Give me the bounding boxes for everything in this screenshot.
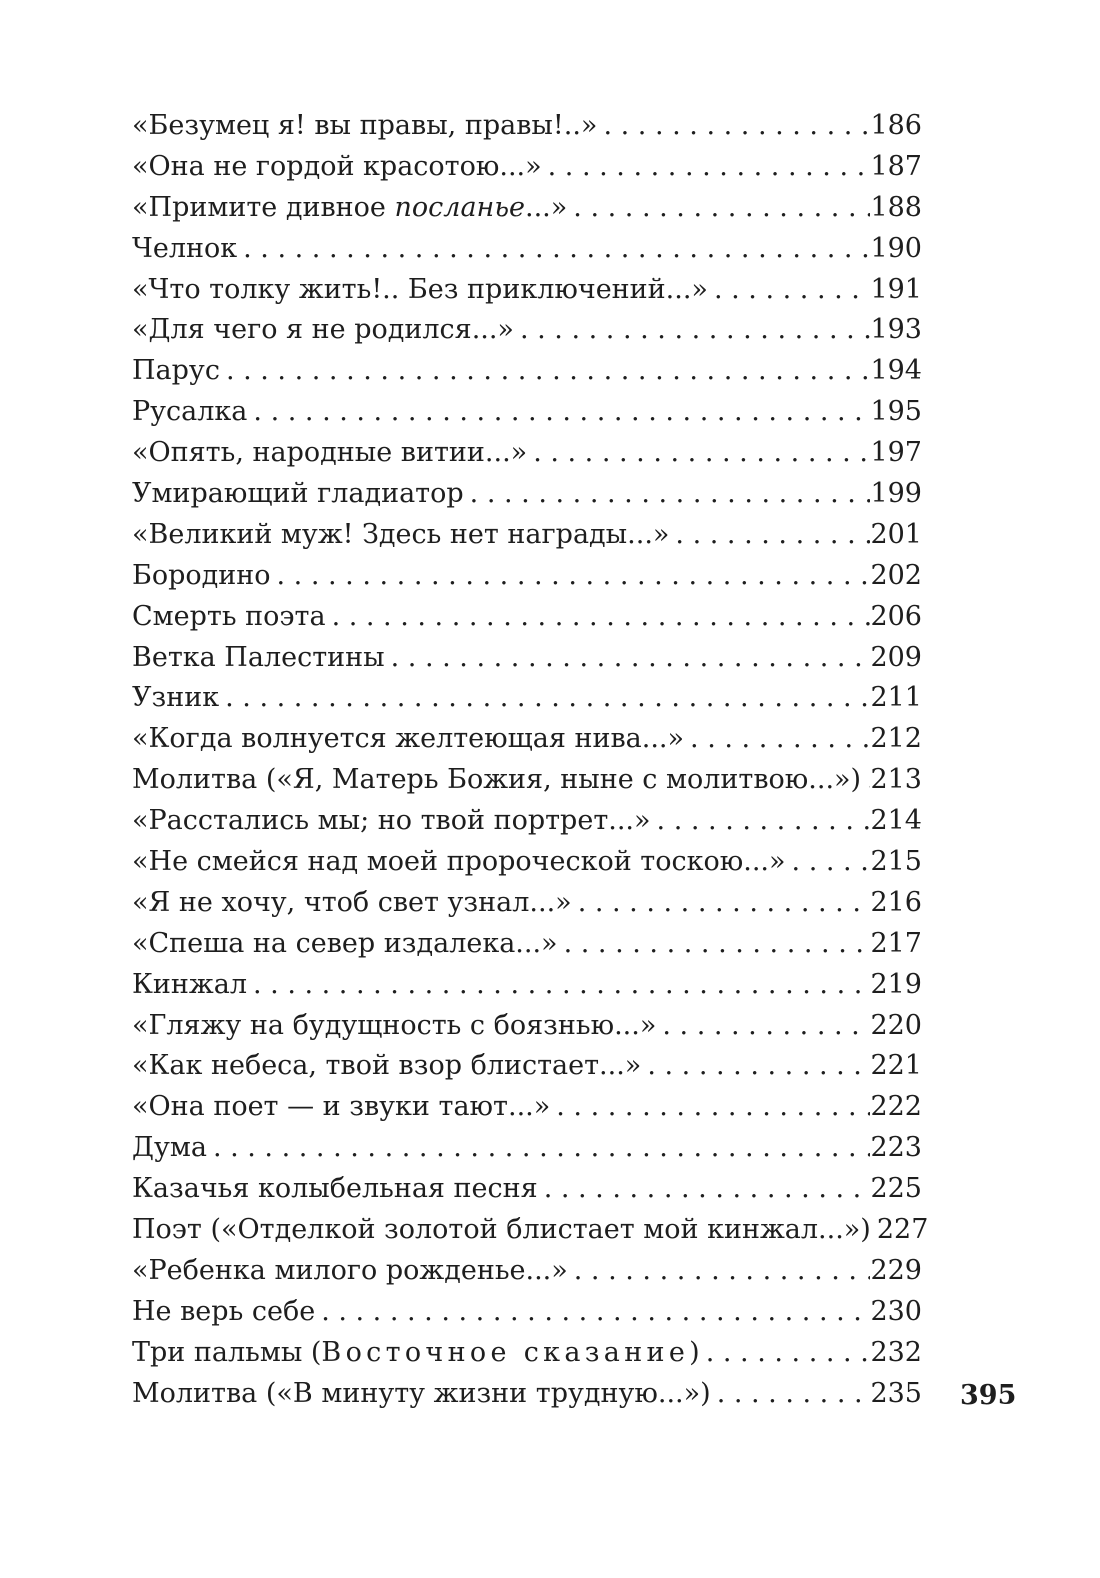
toc-entry xyxy=(132,842,922,883)
toc-entry xyxy=(132,1046,922,1087)
dot-leader xyxy=(321,1292,870,1333)
toc-entry xyxy=(132,556,922,597)
toc-entry xyxy=(132,1333,922,1374)
dot-leader xyxy=(662,1006,870,1047)
toc-entry xyxy=(132,351,922,392)
dot-leader xyxy=(574,1251,871,1292)
toc-entry xyxy=(132,310,922,351)
dot-leader xyxy=(714,270,871,311)
entry-title: Смерть поэта xyxy=(132,600,326,632)
entry-page-number: 235 xyxy=(870,1377,922,1409)
entry-page-number: 214 xyxy=(870,805,922,837)
dot-leader xyxy=(253,392,870,433)
toc-entry xyxy=(132,106,922,147)
dot-leader xyxy=(533,433,870,474)
entry-title: Челнок xyxy=(132,232,238,264)
entry-title: «Ребенка милого рожденье...» xyxy=(132,1254,568,1286)
entry-page-number: 213 xyxy=(870,764,922,796)
entry-title: «Гляжу на будущность с боязнью...» xyxy=(132,1009,657,1041)
entry-title-italic: посланье xyxy=(394,191,526,223)
entry-title: «Не смейся над моей пророческой тоскою...» xyxy=(132,846,786,878)
entry-page-number: 223 xyxy=(870,1132,922,1164)
entry-title: Узник xyxy=(132,682,220,714)
entry-title: Парус xyxy=(132,355,220,387)
entry-title xyxy=(132,188,573,229)
toc-entry xyxy=(132,883,922,924)
entry-title: Ветка Палестины xyxy=(132,641,385,673)
dot-leader xyxy=(792,842,871,883)
dot-leader xyxy=(225,678,870,719)
entry-title: «Великий муж! Здесь нет награды...» xyxy=(132,518,670,550)
toc-entry xyxy=(132,597,922,638)
toc-entry xyxy=(132,1210,929,1251)
entry-page-number: 230 xyxy=(870,1295,922,1327)
entry-title: Поэт («Отделкой золотой блистает мой кинжал...») xyxy=(132,1214,871,1246)
entry-title-part: «Примите дивное xyxy=(132,191,395,223)
entry-title: «Расстались мы; но твой портрет...» xyxy=(132,805,651,837)
dot-leader xyxy=(690,719,870,760)
entry-page-number: 219 xyxy=(870,968,922,1000)
dot-leader xyxy=(520,310,870,351)
toc-entry xyxy=(132,719,922,760)
dot-leader xyxy=(332,597,871,638)
toc-entry xyxy=(132,1292,922,1333)
entry-page-number: 197 xyxy=(870,437,922,469)
entry-page-number: 188 xyxy=(870,191,922,223)
entry-page-number: 211 xyxy=(870,682,922,714)
dot-leader xyxy=(603,106,870,147)
entry-title: «Она не гордой красотою...» xyxy=(132,150,542,182)
entry-title: Кинжал xyxy=(132,968,247,1000)
entry-page-number: 206 xyxy=(870,600,922,632)
entry-title-spaced: Восточное сказание xyxy=(321,1336,690,1368)
entry-page-number: 201 xyxy=(870,518,922,550)
dot-leader xyxy=(717,1374,871,1415)
entry-page-number: 199 xyxy=(870,478,922,510)
dot-leader xyxy=(647,1046,870,1087)
entry-title: Умирающий гладиатор xyxy=(132,478,464,510)
entry-title: Русалка xyxy=(132,396,248,428)
entry-page-number: 209 xyxy=(870,641,922,673)
entry-page-number: 225 xyxy=(870,1173,922,1205)
dot-leader xyxy=(213,1128,871,1169)
entry-page-number: 220 xyxy=(870,1009,922,1041)
entry-title: «Я не хочу, чтоб свет узнал...» xyxy=(132,886,572,918)
dot-leader xyxy=(548,147,871,188)
entry-title: Молитва («Я, Матерь Божия, ныне с молитвою...») xyxy=(132,764,862,796)
entry-title-part: ...» xyxy=(525,191,568,223)
toc-entry xyxy=(132,638,922,679)
entry-page-number: 217 xyxy=(870,927,922,959)
entry-page-number: 202 xyxy=(870,559,922,591)
entry-page-number: 227 xyxy=(876,1214,929,1246)
entry-title-part: Три пальмы ( xyxy=(132,1336,322,1368)
entry-title: «Спеша на север издалека...» xyxy=(132,927,558,959)
entry-title: «Безумец я! вы правы, правы!..» xyxy=(132,110,598,141)
dot-leader xyxy=(243,229,870,270)
toc-entry xyxy=(132,965,922,1006)
entry-title: «Что толку жить!.. Без приключений...» xyxy=(132,273,708,305)
dot-leader xyxy=(706,1333,871,1374)
entry-page-number: 216 xyxy=(870,886,922,918)
entry-page-number: 187 xyxy=(870,150,922,182)
toc-entry xyxy=(132,1087,922,1128)
dot-leader xyxy=(277,556,871,597)
dot-leader xyxy=(578,883,871,924)
entry-title: Казачья колыбельная песня xyxy=(132,1173,538,1205)
entry-title-part: ) xyxy=(689,1336,700,1368)
toc-entry xyxy=(132,433,922,474)
entry-page-number: 232 xyxy=(870,1336,922,1368)
toc-entry xyxy=(132,392,922,433)
dot-leader xyxy=(675,515,870,556)
toc-entry xyxy=(132,270,922,311)
dot-leader xyxy=(544,1169,871,1210)
entry-title: Не верь себе xyxy=(132,1295,316,1327)
dot-leader xyxy=(556,1087,870,1128)
page-folio-number: 395 xyxy=(960,1380,1017,1411)
dot-leader xyxy=(573,188,870,229)
entry-title: Дума xyxy=(132,1132,207,1164)
dot-leader xyxy=(470,474,871,515)
entry-page-number: 222 xyxy=(870,1091,922,1123)
entry-page-number: 221 xyxy=(870,1050,922,1082)
toc-entry xyxy=(132,1128,922,1169)
entry-title: Бородино xyxy=(132,559,271,591)
entry-page-number: 195 xyxy=(870,396,922,428)
toc-entry xyxy=(132,678,922,719)
entry-title: «Как небеса, твой взор блистает...» xyxy=(132,1050,642,1082)
entry-page-number: 190 xyxy=(870,232,922,264)
table-of-contents xyxy=(132,106,929,1415)
dot-leader xyxy=(564,924,871,965)
toc-entry xyxy=(132,801,922,842)
toc-entry xyxy=(132,474,922,515)
toc-entry xyxy=(132,147,922,188)
toc-entry xyxy=(132,760,922,801)
entry-page-number: 193 xyxy=(870,314,922,346)
toc-entry xyxy=(132,188,922,229)
dot-leader xyxy=(253,965,870,1006)
entry-title: «Опять, народные витии...» xyxy=(132,437,528,469)
entry-title: «Когда волнуется желтеющая нива...» xyxy=(132,723,685,755)
entry-page-number: 212 xyxy=(870,723,922,755)
entry-page-number: 194 xyxy=(870,355,922,387)
toc-entry xyxy=(132,1169,922,1210)
entry-page-number: 191 xyxy=(870,273,922,305)
toc-entry xyxy=(132,1374,922,1415)
toc-entry xyxy=(132,1006,922,1047)
entry-page-number: 229 xyxy=(870,1254,922,1286)
entry-title xyxy=(132,1333,706,1374)
dot-leader xyxy=(226,351,871,392)
toc-entry xyxy=(132,1251,922,1292)
entry-title: «Она поет — и звуки тают...» xyxy=(132,1091,551,1123)
entry-page-number: 186 xyxy=(870,110,922,141)
entry-title: «Для чего я не родился...» xyxy=(132,314,514,346)
entry-title: Молитва («В минуту жизни трудную...») xyxy=(132,1377,711,1409)
toc-entry xyxy=(132,229,922,270)
entry-page-number: 215 xyxy=(870,846,922,878)
dot-leader xyxy=(657,801,871,842)
toc-entry xyxy=(132,515,922,556)
toc-entry xyxy=(132,924,922,965)
dot-leader xyxy=(391,638,871,679)
